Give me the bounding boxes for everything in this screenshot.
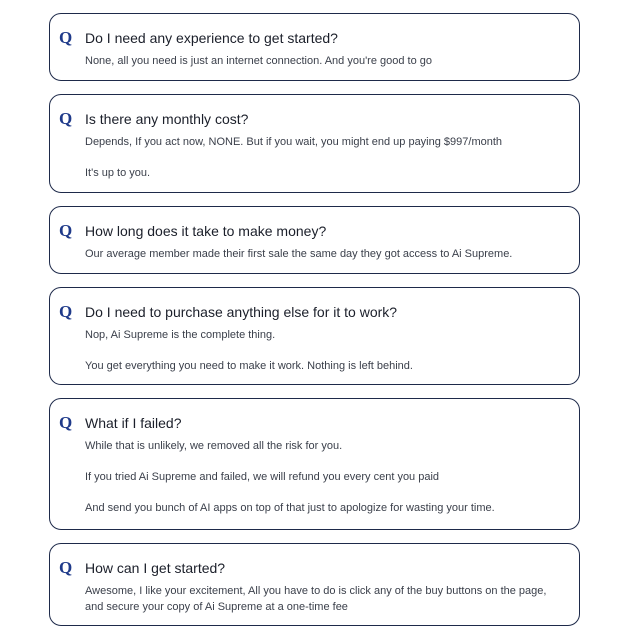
faq-item-purchase-else[interactable]	[49, 287, 580, 385]
faq-answer	[85, 53, 563, 69]
faq-answer-paragraph: None, all you need is just an internet connection. And you're good to go	[85, 55, 433, 67]
faq-answer-paragraph: It's up to you.	[85, 167, 151, 179]
faq-item-header[interactable]	[59, 221, 563, 241]
faq-answer-paragraph: While that is unlikely, we removed all the risk for you.	[85, 440, 343, 452]
faq-answer	[85, 327, 563, 374]
faq-item-monthly-cost[interactable]	[49, 94, 580, 193]
faq-question: How long does it take to make money?	[85, 223, 327, 239]
faq-question: How can I get started?	[85, 560, 226, 576]
faq-item-failed[interactable]	[49, 398, 580, 530]
faq-item-header[interactable]	[59, 28, 563, 48]
faq-answer-paragraph: Our average member made their first sale the same day they got access to Ai Supreme.	[85, 248, 513, 260]
faq-answer	[85, 583, 563, 615]
question-mark-icon: Q	[59, 302, 73, 321]
question-mark-icon: Q	[59, 558, 73, 577]
faq-answer-paragraph: Depends, If you act now, NONE. But if you wait, you might end up paying $997/month	[85, 136, 503, 148]
faq-answer-paragraph: If you tried Ai Supreme and failed, we will refund you every cent you paid	[85, 471, 440, 483]
faq-question: What if I failed?	[85, 415, 182, 431]
faq-answer	[85, 246, 563, 262]
question-mark-icon: Q	[59, 413, 73, 432]
question-mark-icon: Q	[59, 221, 73, 240]
faq-item-experience[interactable]	[49, 13, 580, 81]
faq-item-header[interactable]	[59, 413, 563, 433]
faq-answer	[85, 438, 563, 516]
faq-item-header[interactable]	[59, 109, 563, 129]
faq-question: Is there any monthly cost?	[85, 111, 249, 127]
faq-answer	[85, 134, 563, 181]
faq-item-get-started[interactable]	[49, 543, 580, 626]
faq-item-header[interactable]	[59, 558, 563, 578]
faq-item-header[interactable]	[59, 302, 563, 322]
question-mark-icon: Q	[59, 109, 73, 128]
faq-answer-paragraph: And send you bunch of AI apps on top of that just to apologize for wasting your time.	[85, 502, 495, 514]
faq-answer-paragraph: Awesome, I like your excitement, All you have to do is click any of the buy buttons on the page, and secure your copy of Ai Supreme at a one-time fee	[85, 585, 547, 613]
faq-question: Do I need any experience to get started?	[85, 30, 338, 46]
faq-answer-paragraph: Nop, Ai Supreme is the complete thing.	[85, 329, 276, 341]
faq-question: Do I need to purchase anything else for it to work?	[85, 304, 398, 320]
question-mark-icon: Q	[59, 28, 73, 47]
faq-answer-paragraph: You get everything you need to make it work. Nothing is left behind.	[85, 360, 413, 372]
faq-item-time-to-money[interactable]	[49, 206, 580, 274]
